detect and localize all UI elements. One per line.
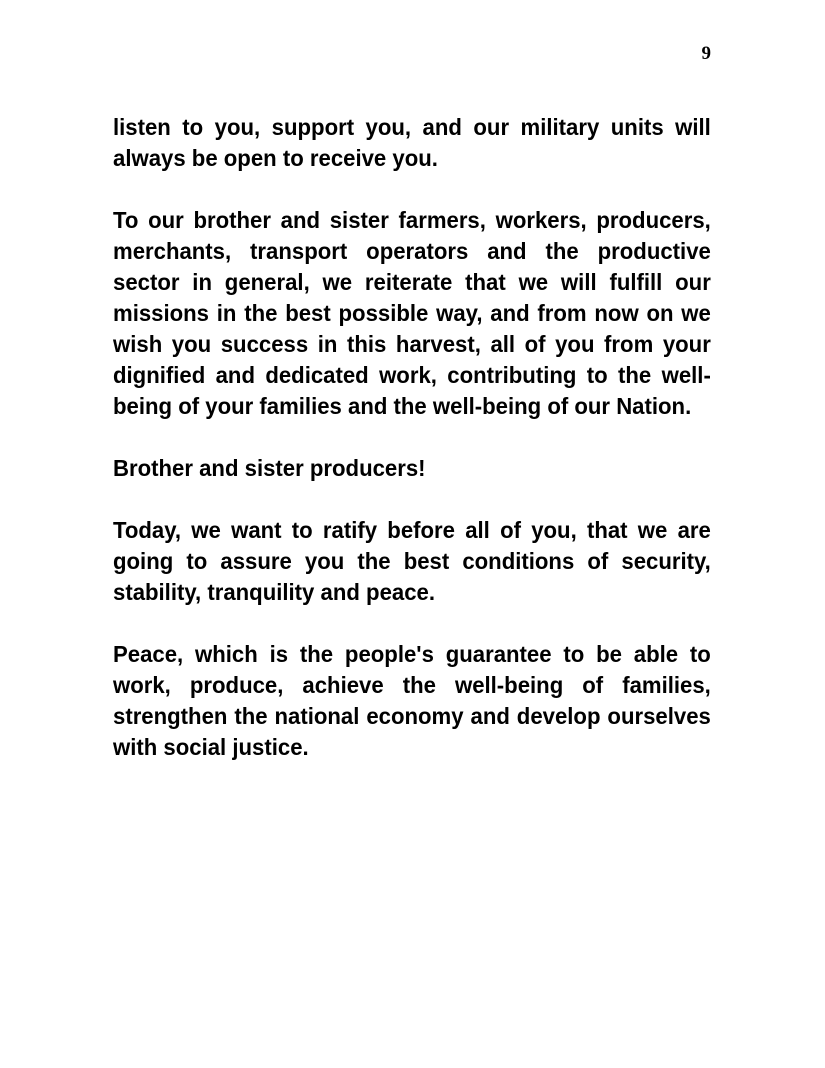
paragraph-5: Peace, which is the people's guarantee to be able to work, produce, achieve the well-being of families, strengthen the national economy and develop ourselves with social justice. [113, 641, 711, 760]
paragraph-2: To our brother and sister farmers, workers, producers, merchants, transport operators and the productive sector in general, we reiterate that we will fulfill our missions in the best possible way, and from now on we wish you success in this harvest, all of you from your dignified and dedicated work, contributing to the well-being of your families and the well-being of our Nation. [113, 207, 711, 419]
paragraph-4: Today, we want to ratify before all of you, that we are going to assure you the best conditions of security, stability, tranquility and peace. [113, 517, 711, 605]
page-number: 9 [701, 43, 711, 64]
paragraph-3: Brother and sister producers! [113, 455, 426, 481]
paragraph-1: listen to you, support you, and our military units will always be open to receive you. [113, 114, 711, 171]
document-body [113, 112, 711, 763]
